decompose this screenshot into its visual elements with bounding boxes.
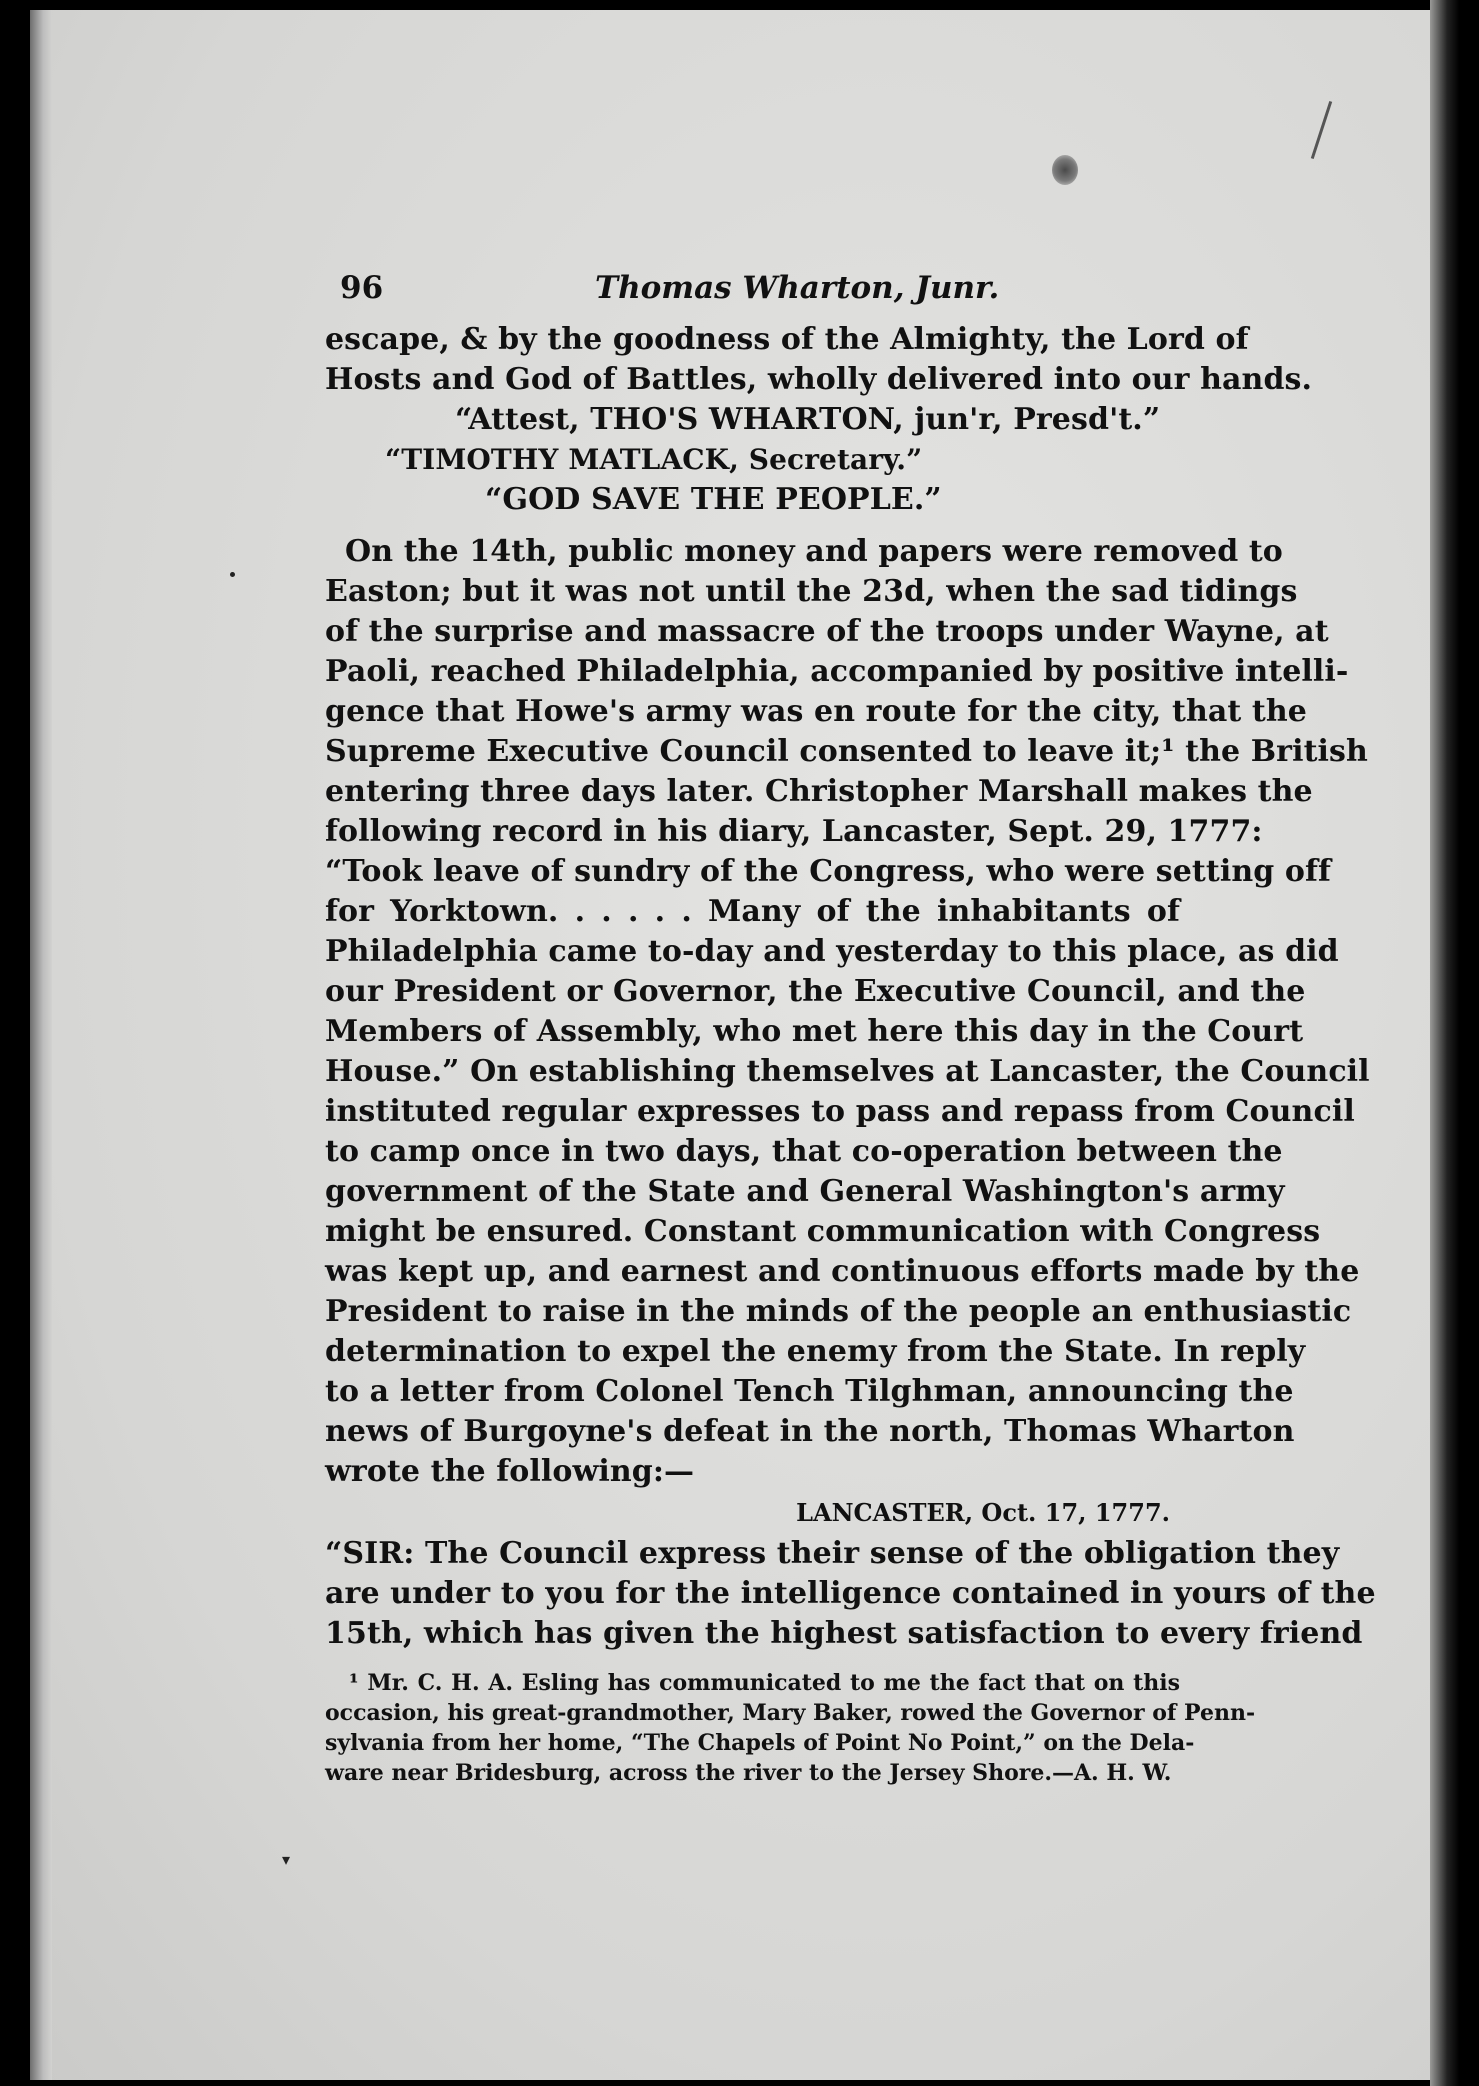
- footnote-line: ¹ Mr. C. H. A. Esling has communicated to me the fact that on this: [349, 1670, 1180, 1696]
- text-line: wrote the following:—: [325, 1454, 695, 1489]
- text-line: our President or Governor, the Executive Council, and the: [325, 974, 1306, 1009]
- text-line: “SIR: The Council express their sense of the obligation they: [325, 1536, 1340, 1571]
- text-line: to camp once in two days, that co-operation between the: [325, 1134, 1283, 1169]
- text-line: Philadelphia came to-day and yesterday to this place, as did: [325, 934, 1339, 969]
- binding-gutter: [1430, 0, 1479, 2086]
- ink-smudge: [1052, 155, 1078, 185]
- page-number: 96: [340, 270, 384, 306]
- text-line: On the 14th, public money and papers were removed to: [345, 534, 1283, 569]
- page-text: [325, 270, 1376, 1788]
- text-line: escape, & by the goodness of the Almighty, the Lord of: [325, 322, 1249, 357]
- footnote-line: occasion, his great-grandmother, Mary Baker, rowed the Governor of Penn-: [325, 1700, 1256, 1726]
- text-line: Supreme Executive Council consented to leave it;¹ the British: [325, 734, 1368, 769]
- footnote-line: sylvania from her home, “The Chapels of Point No Point,” on the Dela-: [325, 1730, 1195, 1756]
- text-line: “Took leave of sundry of the Congress, who were setting off: [325, 854, 1331, 889]
- letter-text: [325, 1534, 1376, 1654]
- text-line: to a letter from Colonel Tench Tilghman, announcing the: [325, 1374, 1294, 1409]
- text-line: government of the State and General Washington's army: [325, 1174, 1285, 1209]
- text-line: Paoli, reached Philadelphia, accompanied by positive intelli-: [325, 654, 1349, 689]
- secretary-line: “TIMOTHY MATLACK, Secretary.”: [385, 443, 923, 476]
- opening-lines: [325, 320, 1313, 400]
- stray-dot: [230, 572, 235, 577]
- footnote-line: ware near Bridesburg, across the river to the Jersey Shore.—A. H. W.: [325, 1760, 1172, 1786]
- text-line: are under to you for the intelligence contained in yours of the: [325, 1576, 1376, 1611]
- text-line: House.” On establishing themselves at Lancaster, the Council: [325, 1054, 1370, 1089]
- text-line: news of Burgoyne's defeat in the north, Thomas Wharton: [325, 1414, 1295, 1449]
- letter-dateline: LANCASTER, Oct. 17, 1777.: [796, 1498, 1170, 1527]
- attest-line: “Attest, THO'S WHARTON, jun'r, Presd't.”: [455, 402, 1161, 437]
- text-line: instituted regular expresses to pass and repass from Council: [325, 1094, 1355, 1129]
- text-line: President to raise in the minds of the people an enthusiastic: [325, 1294, 1352, 1329]
- page-left-edge: [30, 10, 52, 2080]
- text-line: Hosts and God of Battles, wholly delivered into our hands.: [325, 362, 1313, 397]
- god-save-line: “GOD SAVE THE PEOPLE.”: [485, 482, 942, 517]
- text-line: for Yorktown. . . . . . Many of the inhabitants of: [325, 894, 1180, 929]
- footnote: [325, 1668, 1256, 1788]
- main-paragraph: [325, 532, 1370, 1492]
- text-line: gence that Howe's army was en route for the city, that the: [325, 694, 1307, 729]
- text-line: determination to expel the enemy from the State. In reply: [325, 1334, 1306, 1369]
- text-line: was kept up, and earnest and continuous efforts made by the: [325, 1254, 1360, 1289]
- text-line: Members of Assembly, who met here this day in the Court: [325, 1014, 1304, 1049]
- text-line: entering three days later. Christopher Marshall makes the: [325, 774, 1313, 809]
- page-header: [325, 270, 1180, 320]
- text-line: might be ensured. Constant communication with Congress: [325, 1214, 1321, 1249]
- running-title: Thomas Wharton, Junr.: [595, 270, 1000, 306]
- text-line: 15th, which has given the highest satisfaction to every friend: [325, 1616, 1363, 1651]
- text-line: Easton; but it was not until the 23d, when the sad tidings: [325, 574, 1298, 609]
- stray-mark: [282, 1850, 296, 1858]
- text-line: following record in his diary, Lancaster, Sept. 29, 1777:: [325, 814, 1263, 849]
- text-line: of the surprise and massacre of the troops under Wayne, at: [325, 614, 1329, 649]
